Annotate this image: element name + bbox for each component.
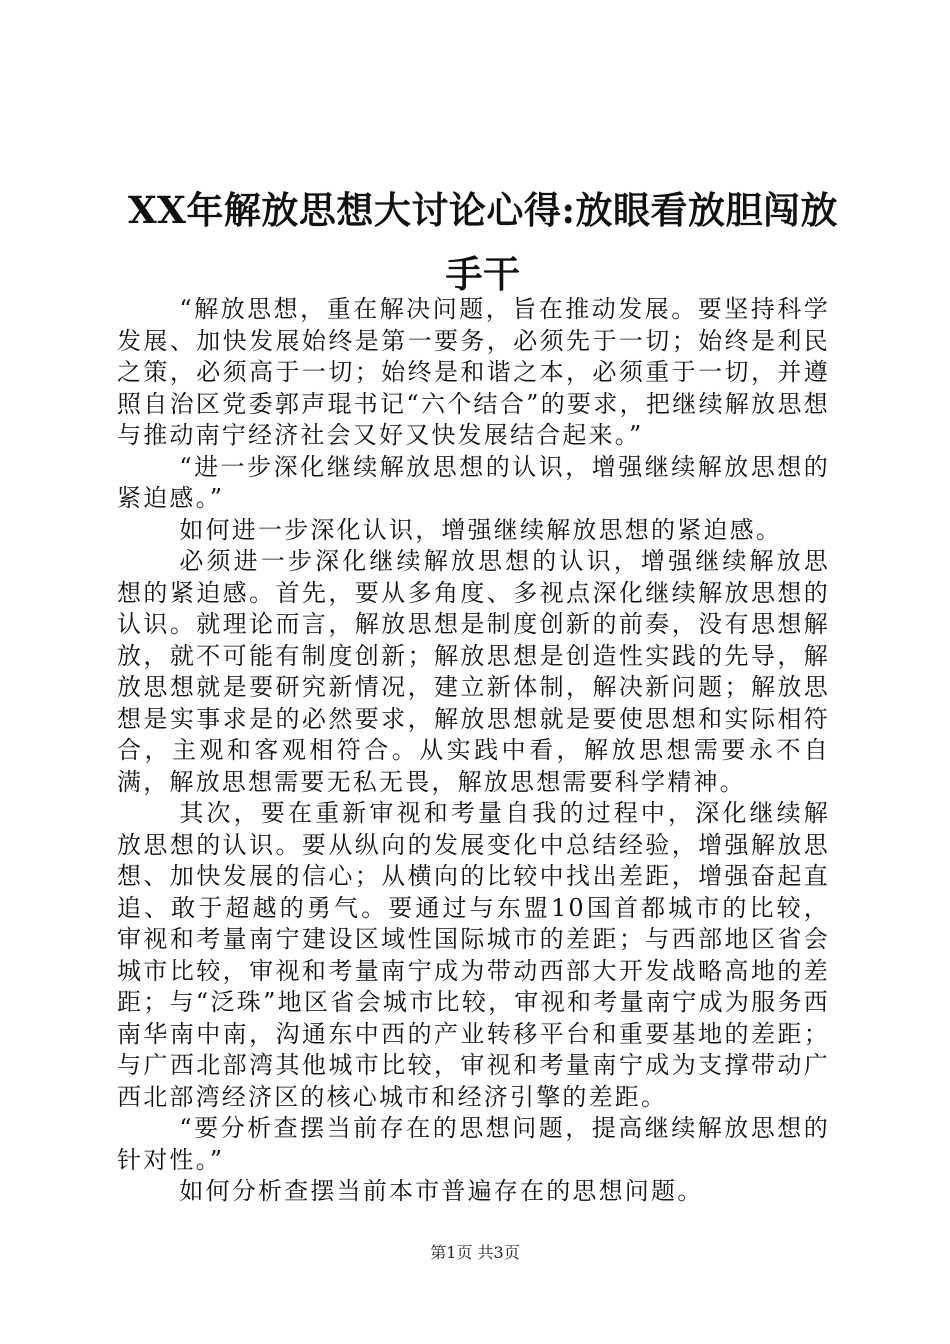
paragraph: 其次，要在重新审视和考量自我的过程中，深化继续解放思想的认识。要从纵向的发展变化中总结经验，增强解放思想、加快发展的信心；从横向的比较中找出差距，增强奋起直追、敢于超越的勇气。要通过与东盟10国首都城市的比较，审视和考量南宁建设区域性国际城市的差距；与西部地区省会城市比较，审视和考量南宁成为带动西部大开发战略高地的差距；与“泛珠”地区省会城市比较，审视和考量南宁成为服务西南华南中南，沟通东中西的产业转移平台和重要基地的差距；与广西北部湾其他城市比较，审视和考量南宁成为支撑带动广西北部湾经济区的核心城市和经济引擎的差距。 — [117, 799, 830, 1111]
paragraph: “解放思想，重在解决问题，旨在推动发展。要坚持科学发展、加快发展始终是第一要务，必须先于一切；始终是利民之策，必须高于一切；始终是和谐之本，必须重于一切，并遵照自治区党委郭声琨书记“六个结合”的要求，把继续解放思想与推动南宁经济社会又好又快发展结合起来。” — [117, 295, 830, 449]
paragraph: “要分析查摆当前存在的思想问题，提高继续解放思想的针对性。” — [117, 1114, 830, 1174]
document-title: XX年解放思想大讨论心得:放眼看放胆闯放手干 — [127, 188, 839, 296]
paragraph: “进一步深化继续解放思想的认识，增强继续解放思想的紧迫感。” — [117, 452, 830, 512]
paragraph: 如何进一步深化认识，增强继续解放思想的紧迫感。 — [179, 515, 782, 544]
document-body — [117, 294, 830, 1208]
paragraph: 如何分析查摆当前本市普遍存在的思想问题。 — [179, 1177, 704, 1205]
paragraph: 必须进一步深化继续解放思想的认识，增强继续解放思想的紧迫感。首先，要从多角度、多视点深化继续解放思想的认识。就理论而言，解放思想是制度创新的前奏，没有思想解放，就不可能有制度创新；解放思想是创造性实践的先导，解放思想就是要研究新情况，建立新体制，解决新问题；解放思想是实事求是的必然要求，解放思想就是要使思想和实际相符合，主观和客观相符合。从实践中看，解放思想需要永不自满，解放思想需要无私无畏，解放思想需要科学精神。 — [117, 547, 830, 796]
page-number-footer: 第1页 共3页 — [430, 1243, 520, 1262]
